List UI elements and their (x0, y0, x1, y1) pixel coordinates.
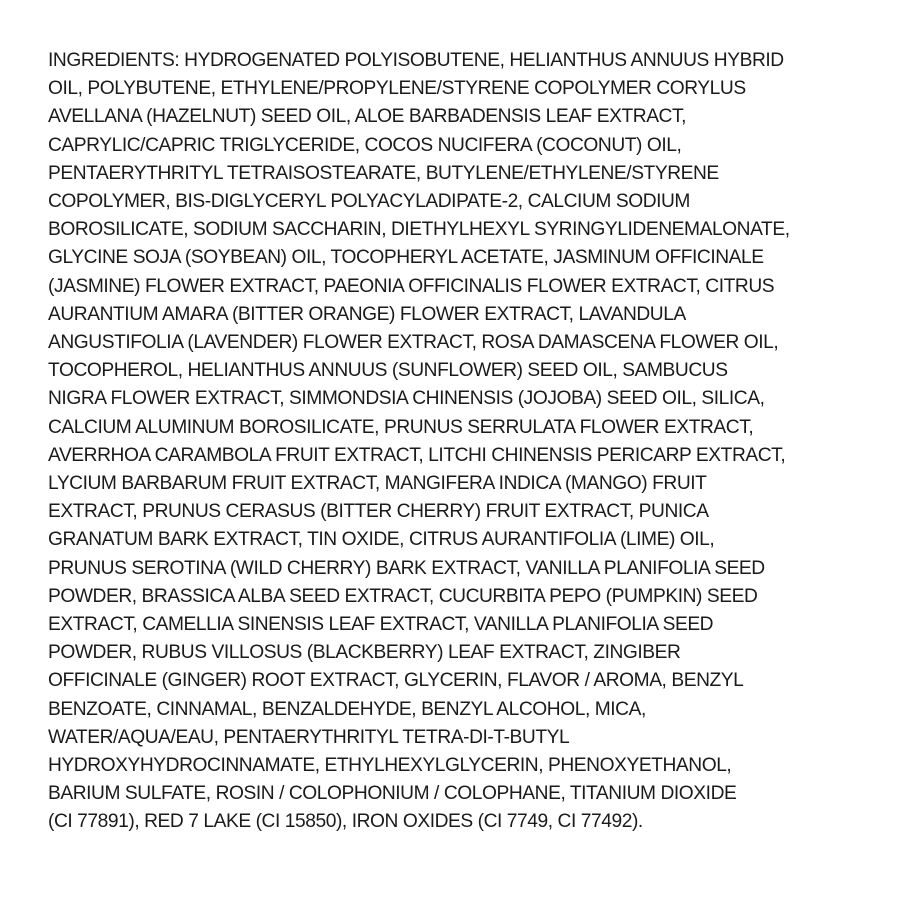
ingredients-line: OFFICINALE (GINGER) ROOT EXTRACT, GLYCERIN, FLAVOR / AROMA, BENZYL (48, 669, 744, 692)
ingredients-line: AURANTIUM AMARA (BITTER ORANGE) FLOWER EXTRACT, LAVANDULA (48, 302, 686, 325)
ingredients-line: TOCOPHEROL, HELIANTHUS ANNUUS (SUNFLOWER) SEED OIL, SAMBUCUS (48, 359, 728, 382)
ingredients-line: BENZOATE, CINNAMAL, BENZALDEHYDE, BENZYL ALCOHOL, MICA, (48, 697, 646, 720)
ingredients-line: HYDROXYHYDROCINNAMATE, ETHYLHEXYLGLYCERIN, PHENOXYETHANOL, (48, 754, 732, 777)
ingredients-line: CAPRYLIC/CAPRIC TRIGLYCERIDE, COCOS NUCIFERA (COCONUT) OIL, (48, 133, 682, 156)
ingredients-line: BARIUM SULFATE, ROSIN / COLOPHONIUM / COLOPHANE, TITANIUM DIOXIDE (48, 782, 737, 805)
ingredients-line: WATER/AQUA/EAU, PENTAERYTHRITYL TETRA-DI-T-BUTYL (48, 725, 570, 748)
ingredients-text-block (48, 46, 868, 836)
ingredients-line: ANGUSTIFOLIA (LAVENDER) FLOWER EXTRACT, ROSA DAMASCENA FLOWER OIL, (48, 331, 779, 354)
ingredients-line: OIL, POLYBUTENE, ETHYLENE/PROPYLENE/STYRENE COPOLYMER CORYLUS (48, 77, 746, 100)
ingredients-line: EXTRACT, CAMELLIA SINENSIS LEAF EXTRACT, VANILLA PLANIFOLIA SEED (48, 613, 714, 636)
ingredients-line: (CI 77891), RED 7 LAKE (CI 15850), IRON OXIDES (CI 7749, CI 77492). (48, 810, 643, 833)
ingredients-line: NIGRA FLOWER EXTRACT, SIMMONDSIA CHINENSIS (JOJOBA) SEED OIL, SILICA, (48, 387, 765, 410)
ingredients-line: AVELLANA (HAZELNUT) SEED OIL, ALOE BARBADENSIS LEAF EXTRACT, (48, 105, 687, 128)
ingredients-line: PENTAERYTHRITYL TETRAISOSTEARATE, BUTYLENE/ETHYLENE/STYRENE (48, 161, 719, 184)
ingredients-line: PRUNUS SEROTINA (WILD CHERRY) BARK EXTRACT, VANILLA PLANIFOLIA SEED (48, 556, 765, 579)
ingredients-line: GRANATUM BARK EXTRACT, TIN OXIDE, CITRUS AURANTIFOLIA (LIME) OIL, (48, 528, 715, 551)
ingredients-line: AVERRHOA CARAMBOLA FRUIT EXTRACT, LITCHI CHINENSIS PERICARP EXTRACT, (48, 443, 786, 466)
ingredients-line: CALCIUM ALUMINUM BOROSILICATE, PRUNUS SERRULATA FLOWER EXTRACT, (48, 415, 754, 438)
ingredients-line: BOROSILICATE, SODIUM SACCHARIN, DIETHYLHEXYL SYRINGYLIDENEMALONATE, (48, 218, 790, 241)
ingredients-line: POWDER, BRASSICA ALBA SEED EXTRACT, CUCURBITA PEPO (PUMPKIN) SEED (48, 584, 758, 607)
ingredients-line: GLYCINE SOJA (SOYBEAN) OIL, TOCOPHERYL ACETATE, JASMINUM OFFICINALE (48, 246, 764, 269)
ingredients-line: (JASMINE) FLOWER EXTRACT, PAEONIA OFFICINALIS FLOWER EXTRACT, CITRUS (48, 274, 775, 297)
ingredients-line: LYCIUM BARBARUM FRUIT EXTRACT, MANGIFERA INDICA (MANGO) FRUIT (48, 472, 707, 495)
ingredients-line: EXTRACT, PRUNUS CERASUS (BITTER CHERRY) FRUIT EXTRACT, PUNICA (48, 500, 709, 523)
ingredients-line: COPOLYMER, BIS-DIGLYCERYL POLYACYLADIPATE-2, CALCIUM SODIUM (48, 190, 691, 213)
ingredients-line: POWDER, RUBUS VILLOSUS (BLACKBERRY) LEAF EXTRACT, ZINGIBER (48, 641, 681, 664)
ingredients-line: INGREDIENTS: HYDROGENATED POLYISOBUTENE, HELIANTHUS ANNUUS HYBRID (48, 49, 784, 71)
